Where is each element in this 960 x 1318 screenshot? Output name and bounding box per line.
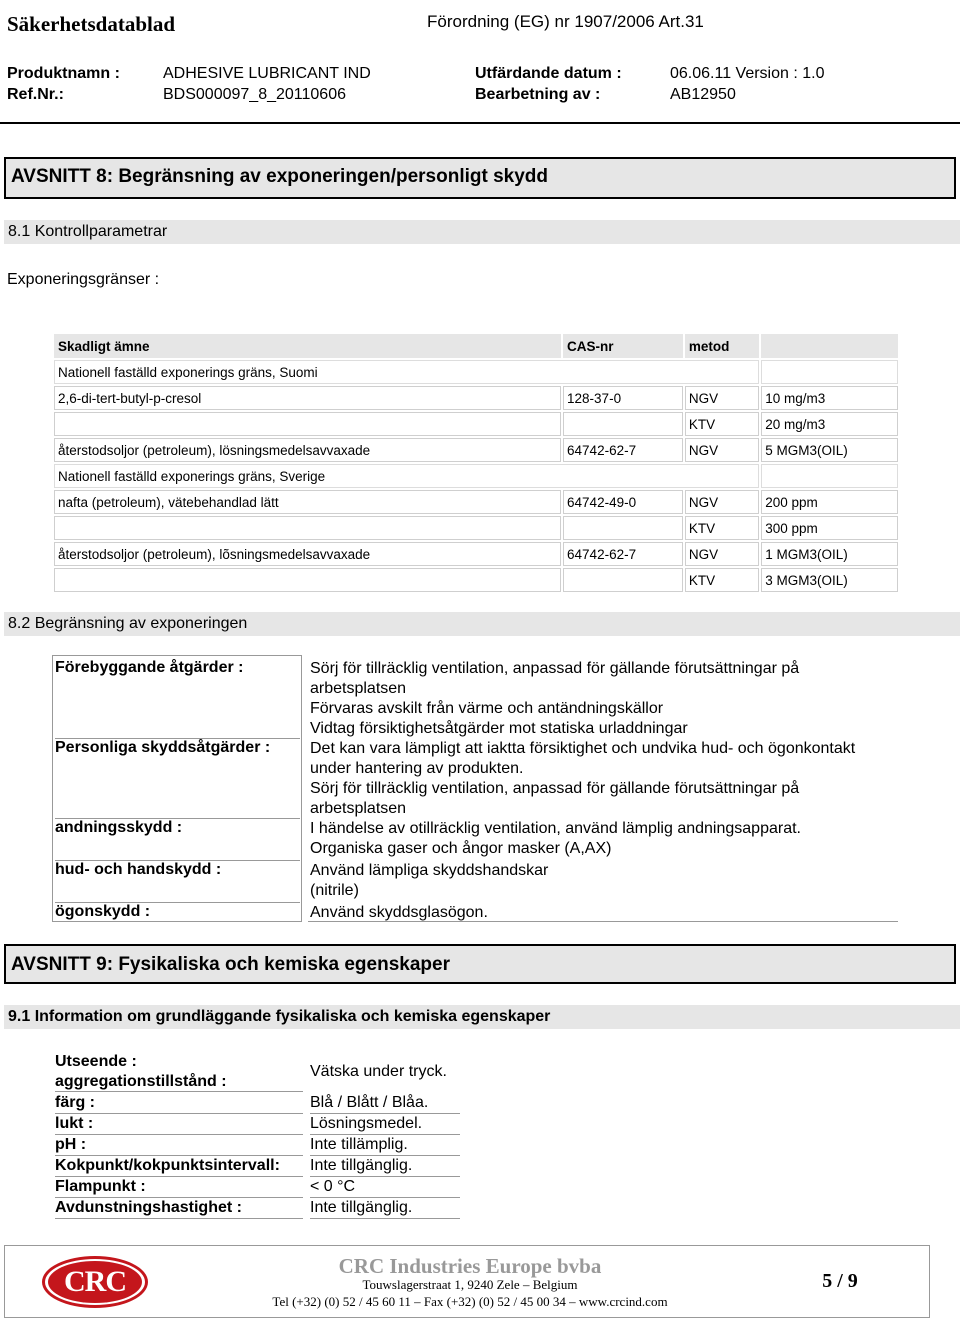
issue-date-label: Utfärdande datum : (475, 65, 622, 82)
subsection-8-1-header (4, 220, 960, 244)
table-cell: KTV (685, 568, 759, 592)
table-cell: KTV (685, 412, 759, 436)
column-header: Skadligt ämne (54, 334, 561, 358)
column-header: metod (685, 334, 759, 358)
table-cell: 3 MGM3(OIL) (761, 568, 898, 592)
table-cell: 300 ppm (761, 516, 898, 540)
edited-by-label: Bearbetning av : (475, 86, 601, 103)
section-9-title: AVSNITT 9: Fysikaliska och kemiska egenskaper (11, 954, 450, 975)
table-cell: 2,6-di-tert-butyl-p-cresol (54, 386, 561, 410)
ref-number-label: Ref.Nr.: (7, 86, 64, 103)
hand-protection-label: hud- och handskydd : (55, 861, 300, 903)
table-cell: Nationell faställd exponerings gräns, Suomi (54, 360, 759, 384)
table-row (54, 490, 898, 514)
text-line: Använd skyddsglasögon. (310, 904, 488, 921)
eye-protection-text (310, 903, 488, 923)
respiratory-protection-text (310, 819, 801, 859)
table-row (54, 542, 898, 566)
product-name-value: ADHESIVE LUBRICANT IND (163, 65, 371, 82)
section-8-title: AVSNITT 8: Begränsning av exponeringen/personligt skydd (11, 166, 549, 187)
subsection-9-1-title: 9.1 Information om grundläggande fysikaliska och kemiska egenskaper (8, 1008, 551, 1025)
table-row (54, 360, 898, 384)
text-line: arbetsplatsen (310, 800, 407, 817)
color-label: färg : (55, 1093, 303, 1114)
table-cell: 1 MGM3(OIL) (761, 542, 898, 566)
edited-by-value: AB12950 (670, 86, 736, 103)
ph-value: Inte tillämplig. (310, 1135, 460, 1156)
subsection-8-2-title: 8.2 Begränsning av exponeringen (8, 615, 248, 632)
product-name-label: Produktnamn : (7, 65, 120, 82)
table-row (54, 464, 898, 488)
table-cell: 200 ppm (761, 490, 898, 514)
text-line: Sörj för tillräcklig ventilation, anpassad för gällande förutsättningar på (310, 780, 800, 797)
table-cell (54, 516, 561, 540)
appearance-label (55, 1052, 303, 1092)
header-divider (0, 122, 960, 124)
table-cell: 64742-62-7 (563, 542, 683, 566)
table-cell (761, 464, 898, 488)
section-9-header (4, 944, 956, 984)
table-row (54, 568, 898, 592)
ref-number-value: BDS000097_8_20110606 (163, 86, 346, 103)
text-line: (nitrile) (310, 882, 359, 899)
exposure-limits-table (52, 332, 900, 594)
column-header (761, 334, 898, 358)
respiratory-protection-label: andningsskydd : (55, 819, 300, 861)
flash-point-label: Flampunkt : (55, 1177, 303, 1198)
table-cell: 10 mg/m3 (761, 386, 898, 410)
table-row (54, 386, 898, 410)
table-row (54, 516, 898, 540)
subsection-9-1-header (4, 1005, 960, 1029)
text-line: under hantering av produkten. (310, 760, 524, 777)
boiling-point-label: Kokpunkt/kokpunktsintervall: (55, 1156, 303, 1177)
flash-point-value: < 0 °C (310, 1177, 460, 1198)
table-cell: 128-37-0 (563, 386, 683, 410)
company-address: Touwslagerstraat 1, 9240 Zele – Belgium (362, 1277, 578, 1292)
section-8-header (4, 157, 956, 199)
text-line: Det kan vara lämpligt att iaktta försiktighet och undvika hud- och ögonkontakt (310, 740, 856, 757)
document-title: Säkerhetsdatablad (7, 12, 176, 36)
table-cell: NGV (685, 438, 759, 462)
preventive-measures-text (310, 659, 799, 739)
color-value: Blå / Blått / Blåa. (310, 1093, 460, 1114)
table-cell: återstodsoljor (petroleum), lõsningsmedelsavvaxade (54, 542, 561, 566)
table-cell: 20 mg/m3 (761, 412, 898, 436)
table-cell: Nationell faställd exponerings gräns, Sverige (54, 464, 759, 488)
table-row (54, 412, 898, 436)
table-cell: NGV (685, 490, 759, 514)
appearance-label-line: Utseende : (55, 1053, 137, 1070)
personal-protection-label: Personliga skyddsåtgärder : (55, 739, 300, 819)
subsection-8-1-title: 8.1 Kontrollparametrar (8, 223, 168, 240)
boiling-point-value: Inte tillgänglig. (310, 1156, 460, 1177)
text-line: Använd lämpliga skyddshandskar (310, 862, 549, 879)
text-line: Organiska gaser och ångor masker (A,AX) (310, 840, 612, 857)
crc-logo-text: CRC (64, 1265, 126, 1298)
text-line: arbetsplatsen (310, 680, 407, 697)
table-cell (563, 568, 683, 592)
odor-label: lukt : (55, 1114, 303, 1135)
text-line: I händelse av otillräcklig ventilation, använd lämplig andningsapparat. (310, 820, 801, 837)
table-cell (563, 412, 683, 436)
text-line: Vidtag försiktighetsåtgärder mot statiska urladdningar (310, 720, 688, 737)
table-cell (54, 568, 561, 592)
preventive-measures-label: Förebyggande åtgärder : (55, 659, 300, 739)
table-cell: återstodsoljor (petroleum), lösningsmedelsavvaxade (54, 438, 561, 462)
table-cell: nafta (petroleum), vätebehandlad lätt (54, 490, 561, 514)
odor-value: Lösningsmedel. (310, 1114, 460, 1135)
table-row (54, 438, 898, 462)
table-cell: KTV (685, 516, 759, 540)
table-cell (563, 516, 683, 540)
hand-protection-text (310, 861, 548, 901)
table-cell (761, 360, 898, 384)
company-name: CRC Industries Europe bvba (338, 1254, 602, 1278)
issue-date-value: 06.06.11 Version : 1.0 (670, 65, 825, 82)
table-header-row (54, 334, 898, 358)
subsection-8-2-header (4, 612, 960, 636)
column-header: CAS-nr (563, 334, 683, 358)
eye-protection-label: ögonskydd : (55, 903, 151, 920)
table-cell: 64742-49-0 (563, 490, 683, 514)
page-number: 5 / 9 (822, 1270, 858, 1292)
table-cell (54, 412, 561, 436)
state-label-line: aggregationstillstånd : (55, 1073, 227, 1090)
evaporation-rate-label: Avdunstningshastighet : (55, 1198, 303, 1219)
table-cell: NGV (685, 386, 759, 410)
text-line: Förvaras avskilt från värme och antändningskällor (310, 700, 664, 717)
regulation-reference: Förordning (EG) nr 1907/2006 Art.31 (427, 12, 704, 31)
text-line: Sörj för tillräcklig ventilation, anpassad för gällande förutsättningar på (310, 660, 800, 677)
ph-label: pH : (55, 1135, 303, 1156)
appearance-value: Vätska under tryck. (310, 1063, 447, 1080)
table-cell: 5 MGM3(OIL) (761, 438, 898, 462)
table-cell: 64742-62-7 (563, 438, 683, 462)
exposure-limits-label: Exponeringsgränser : (7, 271, 160, 288)
company-contact: Tel (+32) (0) 52 / 45 60 11 – Fax (+32) (0) 52 / 45 00 34 – www.crcind.com (272, 1294, 668, 1309)
evaporation-rate-value: Inte tillgänglig. (310, 1198, 460, 1219)
table-cell: NGV (685, 542, 759, 566)
personal-protection-text (310, 739, 855, 819)
